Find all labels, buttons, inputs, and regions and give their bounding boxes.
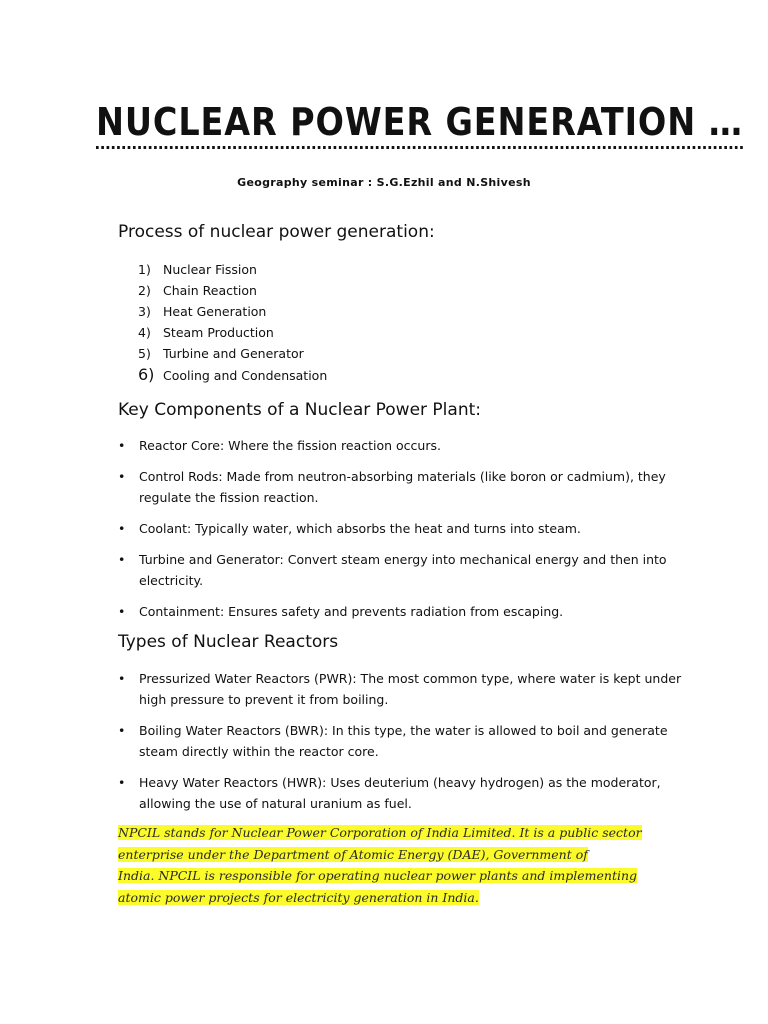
bullet-icon: • [118, 521, 126, 536]
list-item [118, 601, 698, 622]
list-number: 3) [138, 304, 151, 319]
bullet-icon: • [118, 723, 126, 738]
list-item-text: Coolant: Typically water, which absorbs the heat and turns into steam. [139, 521, 581, 536]
npcil-note [118, 822, 678, 908]
bullet-icon: • [118, 552, 126, 567]
list-item-text: Turbine and Generator: Convert steam energy into mechanical energy and then into electricity. [139, 552, 667, 588]
list-item-text: Steam Production [163, 325, 274, 340]
highlighted-text: India. NPCIL is responsible for operating nuclear power plants and implementing [118, 868, 638, 883]
process-heading: Process of nuclear power generation: [118, 222, 435, 242]
list-item [118, 772, 698, 814]
process-steps-list [138, 259, 327, 385]
list-item [118, 668, 698, 710]
list-number: 6) [138, 365, 155, 384]
list-item [138, 259, 327, 280]
list-item [138, 364, 327, 385]
list-item-text: Turbine and Generator [163, 346, 304, 361]
list-item [118, 466, 698, 508]
highlighted-text: enterprise under the Department of Atomic Energy (DAE), Government of [118, 846, 588, 862]
note-line [118, 887, 678, 909]
list-item-text: Cooling and Condensation [163, 368, 328, 383]
bullet-icon: • [118, 775, 126, 790]
list-item-text: Pressurized Water Reactors (PWR): The most common type, where water is kept under high pressure to prevent it from boiling. [139, 671, 682, 707]
bullet-icon: • [118, 438, 126, 453]
list-item-text: Boiling Water Reactors (BWR): In this type, the water is allowed to boil and generate steam directly within the reactor core. [139, 723, 668, 759]
list-item-text: Control Rods: Made from neutron-absorbing materials (like boron or cadmium), they regulate the fission reaction. [139, 469, 666, 505]
list-item [118, 518, 698, 539]
note-line [118, 865, 678, 887]
list-number: 5) [138, 346, 151, 361]
note-line [118, 822, 678, 844]
list-item [138, 301, 327, 322]
list-item [118, 720, 698, 762]
highlighted-text: NPCIL stands for Nuclear Power Corporation of India Limited. It is a public sector [118, 825, 642, 840]
components-heading: Key Components of a Nuclear Power Plant: [118, 400, 481, 420]
list-item-text: Nuclear Fission [163, 262, 257, 277]
list-item-text: Containment: Ensures safety and prevents radiation from escaping. [139, 604, 564, 619]
components-list [118, 435, 698, 632]
list-item [138, 343, 327, 364]
list-item-text: Heavy Water Reactors (HWR): Uses deuterium (heavy hydrogen) as the moderator, allowing the use of natural uranium as fuel. [139, 775, 661, 811]
list-item-text: Heat Generation [163, 304, 267, 319]
page-subtitle: Geography seminar : S.G.Ezhil and N.Shivesh [237, 176, 531, 189]
highlighted-text: atomic power projects for electricity generation in India. [118, 889, 479, 905]
bullet-icon: • [118, 604, 126, 619]
note-line [118, 844, 678, 866]
list-number: 4) [138, 325, 151, 340]
list-number: 1) [138, 262, 151, 277]
bullet-icon: • [118, 671, 126, 686]
reactors-heading: Types of Nuclear Reactors [118, 632, 339, 652]
reactors-list [118, 668, 698, 824]
list-item-text: Reactor Core: Where the fission reaction occurs. [139, 438, 441, 453]
bullet-icon: • [118, 469, 126, 484]
list-item [138, 280, 327, 301]
list-item [138, 322, 327, 343]
list-item [118, 549, 698, 591]
list-item [118, 435, 698, 456]
page-title: NUCLEAR POWER GENERATION … [96, 100, 743, 149]
list-number: 2) [138, 283, 151, 298]
list-item-text: Chain Reaction [163, 283, 257, 298]
